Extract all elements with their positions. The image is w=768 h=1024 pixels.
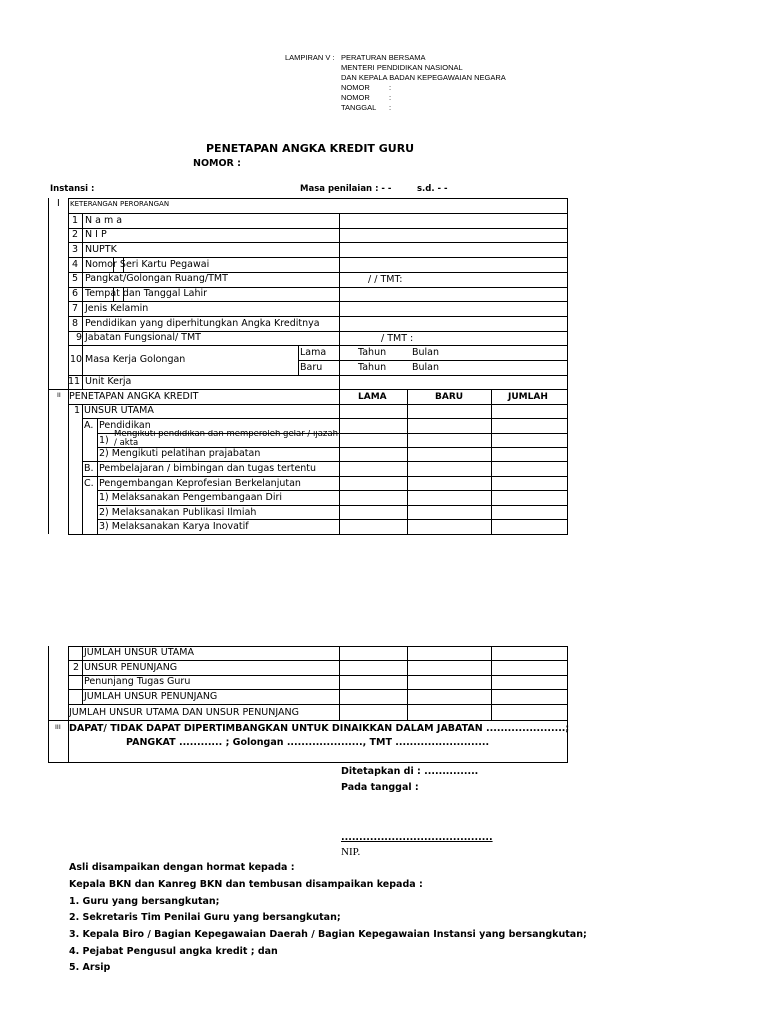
unsur-penunjang-number: 2	[73, 662, 80, 673]
item-c-letter: C.	[84, 478, 94, 489]
section-3-number: III	[55, 723, 61, 731]
instansi-label: Instansi :	[50, 184, 95, 194]
masa-baru: Baru	[300, 362, 323, 373]
item-c-label: Pengembangan Keprofesian Berkelanjutan	[99, 478, 301, 489]
masa-lama-bulan: Bulan	[412, 347, 440, 358]
row-7-label: Jenis Kelamin	[85, 303, 149, 314]
row-5-label: Pangkat/Golongan Ruang/TMT	[85, 273, 228, 284]
row-11-label: Unit Kerja	[85, 376, 132, 387]
unsur-penunjang-label: UNSUR PENUNJANG	[84, 662, 178, 673]
row-6-label: Tempat dan Tanggal Lahir	[85, 288, 208, 299]
jumlah-utama-label: JUMLAH UNSUR UTAMA	[84, 647, 195, 658]
row-6-number: 6	[72, 288, 79, 299]
item-a-label: Pendidikan	[99, 420, 151, 431]
item-b-label: Pembelajaran / bimbingan dan tugas tertentu	[99, 463, 317, 474]
sd-label: s.d. - -	[417, 184, 448, 194]
jabatan-value: / TMT :	[381, 333, 414, 344]
nip-label: NIP.	[341, 846, 361, 858]
lampiran-line-3: DAN KEPALA BADAN KEPEGAWAIAN NEGARA	[341, 73, 506, 82]
section-2-number: II	[57, 391, 61, 399]
recipient-2: 2. Sekretaris Tim Penilai Guru yang bersangkutan;	[69, 912, 341, 923]
lampiran-colon-1: :	[389, 83, 392, 92]
pangkat-value: / / TMT:	[368, 274, 403, 285]
row-9-label: Jabatan Fungsional/ TMT	[85, 332, 201, 343]
row-2-number: 2	[72, 229, 79, 240]
recipient-5: 5. Arsip	[69, 962, 111, 973]
section-1-header: KETERANGAN PERORANGAN	[70, 200, 170, 208]
column-jumlah: JUMLAH	[508, 392, 548, 402]
section-3-line-2: PANGKAT ............ ; Golongan ....................., TMT ..........................	[126, 737, 490, 748]
masa-lama: Lama	[300, 347, 327, 358]
row-2-label: N I P	[85, 229, 107, 240]
row-11-number: 11	[68, 376, 81, 387]
signature-dots: ..........................................	[341, 832, 493, 843]
row-5-number: 5	[72, 273, 79, 284]
recipient-1: 1. Guru yang bersangkutan;	[69, 896, 220, 907]
row-10-number: 10	[70, 354, 83, 365]
ditetapkan-label: Ditetapkan di : ...............	[341, 766, 479, 777]
kepala-label: Kepala BKN dan Kanreg BKN dan tembusan disampaikan kepada :	[69, 879, 423, 890]
pada-tanggal-label: Pada tanggal :	[341, 782, 419, 793]
row-4-label: Nomor Seri Kartu Pegawai	[85, 259, 210, 270]
masa-penilaian-label: Masa penilaian : - -	[300, 184, 392, 194]
section-1-number: I	[57, 198, 60, 209]
item-b-letter: B.	[84, 463, 94, 474]
item-c2-label: 2) Melaksanakan Publikasi Ilmiah	[99, 507, 257, 518]
masa-baru-tahun: Tahun	[358, 362, 387, 373]
lampiran-nomor-1: NOMOR	[341, 83, 370, 92]
lampiran-nomor-2: NOMOR	[341, 93, 370, 102]
lampiran-tanggal: TANGGAL	[341, 103, 377, 112]
penunjang-tugas-label: Penunjang Tugas Guru	[84, 676, 191, 687]
row-1-label: N a m a	[85, 215, 123, 226]
lampiran-label: LAMPIRAN V :	[285, 53, 335, 62]
row-8-label: Pendidikan yang diperhitungkan Angka Kreditnya	[85, 318, 320, 329]
unsur-utama-number: 1	[74, 405, 81, 416]
recipient-4: 4. Pejabat Pengusul angka kredit ; dan	[69, 946, 278, 957]
row-3-number: 3	[72, 244, 79, 255]
item-c1-label: 1) Melaksanakan Pengembangaan Diri	[99, 492, 283, 503]
jumlah-total-label: JUMLAH UNSUR UTAMA DAN UNSUR PENUNJANG	[69, 707, 299, 718]
masa-baru-bulan: Bulan	[412, 362, 440, 373]
unsur-utama-label: UNSUR UTAMA	[84, 405, 154, 416]
column-baru: BARU	[435, 392, 464, 402]
row-9-number: 9	[76, 332, 83, 343]
lampiran-line-2: MENTERI PENDIDIKAN NASIONAL	[341, 63, 463, 72]
section-3-line-1: DAPAT/ TIDAK DAPAT DIPERTIMBANGKAN UNTUK DINAIKKAN DALAM JABATAN ......................;	[69, 723, 570, 734]
page-title: PENETAPAN ANGKA KREDIT GURU	[206, 142, 415, 155]
row-1-number: 1	[72, 215, 79, 226]
row-3-label: NUPTK	[85, 244, 117, 255]
item-a2-label: 2) Mengikuti pelatihan prajabatan	[99, 448, 261, 459]
asli-label: Asli disampaikan dengan hormat kepada :	[69, 862, 295, 873]
row-8-number: 8	[72, 318, 79, 329]
item-a1-label: Mengikuti pendidikan dan memperoleh gelar / ijazah / akta	[114, 430, 338, 447]
lampiran-line-1: PERATURAN BERSAMA	[341, 53, 426, 62]
column-lama: LAMA	[358, 392, 387, 402]
row-7-number: 7	[72, 303, 79, 314]
row-4-number: 4	[72, 259, 79, 270]
lampiran-colon-3: :	[389, 103, 392, 112]
item-a1-number: 1)	[99, 435, 109, 446]
item-c3-label: 3) Melaksanakan Karya Inovatif	[99, 521, 249, 532]
item-a-letter: A.	[84, 420, 94, 431]
lampiran-colon-2: :	[389, 93, 392, 102]
section-2-header: PENETAPAN ANGKA KREDIT	[69, 391, 199, 402]
nomor-label: NOMOR :	[193, 158, 241, 169]
row-10-label: Masa Kerja Golongan	[85, 354, 186, 365]
jumlah-penunjang-label: JUMLAH UNSUR PENUNJANG	[84, 691, 218, 702]
masa-lama-tahun: Tahun	[358, 347, 387, 358]
recipient-3: 3. Kepala Biro / Bagian Kepegawaian Daerah / Bagian Kepegawaian Instansi yang bersangkutan;	[69, 929, 587, 940]
